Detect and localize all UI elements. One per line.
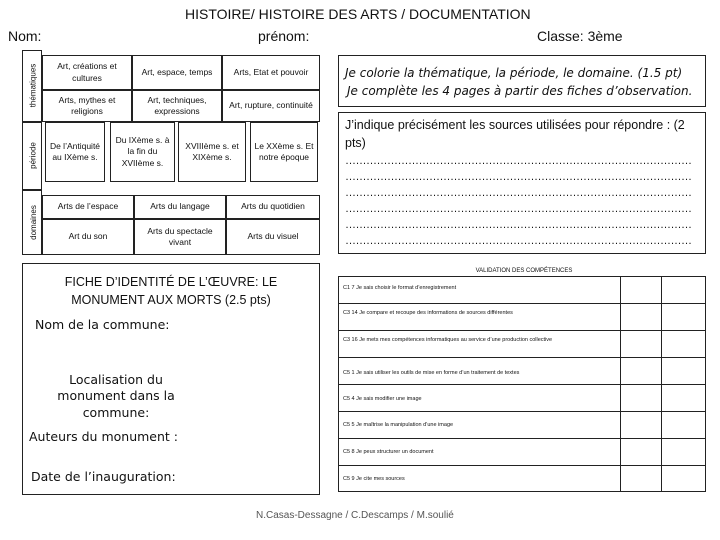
domaine-cell[interactable]: Art du son: [42, 219, 134, 255]
periode-cell[interactable]: XVIIIème s. et XIXème s.: [178, 122, 246, 182]
auteurs-label[interactable]: Auteurs du monument :: [29, 429, 178, 444]
thematique-cell[interactable]: Art, créations et cultures: [42, 55, 132, 90]
sources-dotted-line[interactable]: ………………………………………………………………………………………: [345, 155, 692, 167]
thematique-cell[interactable]: Art, techniques, expressions: [132, 90, 222, 122]
competence-label: C3 16 Je mets mes compétences informatiques au service d’une production collective: [343, 337, 553, 343]
competence-label: C5 5 Je maîtrise la manipulation d’une image: [343, 422, 454, 428]
sources-dotted-line[interactable]: ………………………………………………………………………………………: [345, 219, 692, 231]
sources-instruction: J’indique précisément les sources utilisées pour répondre : (2 pts): [345, 118, 685, 150]
fiche-identite-box: [22, 263, 320, 495]
competence-label: C3 14 Je compare et recoupe des informations de sources différentes: [343, 310, 513, 316]
competence-label: C5 8 Je peux structurer un document: [343, 449, 434, 455]
domaine-cell[interactable]: Arts du visuel: [226, 219, 320, 255]
validation-row: [339, 439, 705, 466]
sources-dotted-line[interactable]: ………………………………………………………………………………………: [345, 187, 692, 199]
thematique-cell[interactable]: Arts, Etat et pouvoir: [222, 55, 320, 90]
instruction-line-2: Je complète les 4 pages à partir des fiches d’observation.: [347, 84, 693, 98]
validation-row: [339, 385, 705, 412]
validation-row: [339, 277, 705, 304]
validation-row: [339, 412, 705, 439]
thematique-cell[interactable]: Art, espace, temps: [132, 55, 222, 90]
thematiques-label: thématiques: [28, 63, 38, 108]
date-label[interactable]: Date de l’inauguration:: [31, 469, 176, 484]
sources-dotted-line[interactable]: ………………………………………………………………………………………: [345, 171, 692, 183]
thematique-cell[interactable]: Arts, mythes et religions: [42, 90, 132, 122]
footer-authors: N.Casas-Dessagne / C.Descamps / M.soulié: [256, 510, 454, 521]
instruction-line-1: Je colorie la thématique, la période, le domaine. (1.5 pt): [345, 66, 683, 80]
periode-label: période: [28, 142, 38, 169]
domaine-cell[interactable]: Arts du spectacle vivant: [134, 219, 226, 255]
domaine-cell[interactable]: Arts de l’espace: [42, 195, 134, 219]
domaine-cell[interactable]: Arts du quotidien: [226, 195, 320, 219]
periode-cell[interactable]: Du IXème s. à la fin du XVIIème s.: [110, 122, 175, 182]
prenom-label: prénom:: [258, 28, 310, 44]
validation-table: [338, 276, 706, 492]
classe-label: Classe: 3ème: [537, 28, 623, 44]
document-title: HISTOIRE/ HISTOIRE DES ARTS / DOCUMENTATION: [185, 6, 531, 22]
validation-title: VALIDATION DES COMPÉTENCES: [475, 268, 573, 274]
domaine-cell[interactable]: Arts du langage: [134, 195, 226, 219]
localisation-label[interactable]: Localisation du monument dans la commune:: [57, 372, 175, 420]
competence-label: C1 7 Je sais choisir le format d’enregistrement: [343, 285, 457, 291]
competence-label: C5 1 Je sais utiliser les outils de mise en forme d’un traitement de textes: [343, 370, 520, 376]
commune-label[interactable]: Nom de la commune:: [35, 317, 170, 332]
validation-row: [339, 358, 705, 385]
instructions-box: [338, 55, 706, 107]
sources-dotted-line[interactable]: ………………………………………………………………………………………: [345, 235, 692, 247]
validation-row: [339, 304, 705, 331]
sources-box: [338, 112, 706, 254]
periode-side: [22, 122, 42, 190]
competence-label: C5 4 Je sais modifier une image: [343, 396, 422, 402]
thematique-cell[interactable]: Art, rupture, continuité: [222, 90, 320, 122]
periode-cell[interactable]: De l’Antiquité au IXème s.: [45, 122, 105, 182]
competence-label: C5 9 Je cite mes sources: [343, 476, 405, 482]
domaines-label: domaines: [29, 205, 38, 240]
periode-cell[interactable]: Le XXème s. Et notre époque: [250, 122, 318, 182]
nom-label: Nom:: [8, 28, 42, 44]
domaines-side: [22, 190, 42, 255]
sources-dotted-line[interactable]: ………………………………………………………………………………………: [345, 203, 692, 215]
fiche-title: FICHE D’IDENTITÉ DE L’ŒUVRE: LE MONUMENT AUX MORTS (2.5 pts): [64, 275, 278, 307]
validation-row: [339, 331, 705, 358]
validation-row: [339, 466, 705, 491]
thematiques-side: [22, 50, 42, 122]
